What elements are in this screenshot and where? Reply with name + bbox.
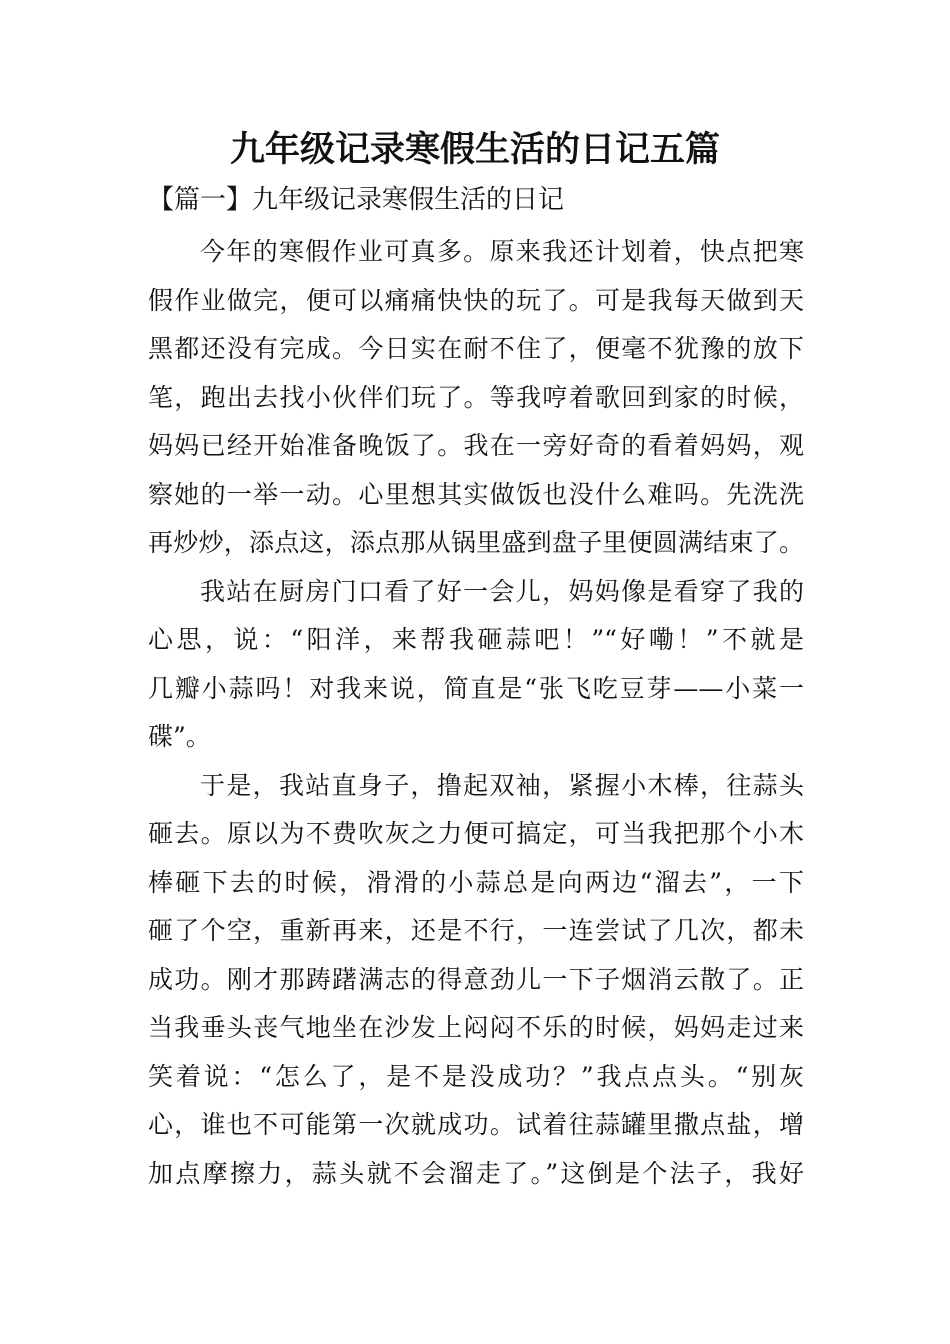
text-line: 碟”。 bbox=[148, 722, 211, 751]
text-line: 加点摩擦力，蒜头就不会溜走了。”这倒是个法子，我好 bbox=[148, 1158, 804, 1188]
text-line: 棒砸下去的时候，滑滑的小蒜总是向两边“溜去”，一下 bbox=[148, 867, 804, 897]
text-line: 砸了个空，重新再来，还是不行，一连尝试了几次，都未 bbox=[148, 916, 804, 945]
text-line: 当我垂头丧气地坐在沙发上闷闷不乐的时候，妈妈走过来 bbox=[148, 1013, 804, 1042]
text-line: 心，谁也不可能第一次就成功。试着往蒜罐里撒点盐，增 bbox=[148, 1110, 804, 1139]
paragraph bbox=[148, 762, 804, 1199]
text-line: 再炒炒，添点这，添点那从锅里盛到盘子里便圆满结束了。 bbox=[148, 528, 804, 557]
paragraph bbox=[148, 568, 804, 762]
paragraph bbox=[148, 228, 804, 568]
text-line: 察她的一举一动。心里想其实做饭也没什么难吗。先洗洗 bbox=[148, 479, 804, 509]
text-line: 成功。刚才那踌躇满志的得意劲儿一下子烟消云散了。正 bbox=[148, 964, 804, 994]
text-line: 砸去。原以为不费吹灰之力便可搞定，可当我把那个小木 bbox=[148, 819, 804, 848]
text-line: 心思，说：“阳洋，来帮我砸蒜吧！”“好嘞！”不就是 bbox=[148, 625, 804, 654]
text-line: 今年的寒假作业可真多。原来我还计划着，快点把寒 bbox=[200, 237, 804, 266]
text-line: 我站在厨房门口看了好一会儿，妈妈像是看穿了我的 bbox=[200, 576, 804, 606]
text-line: 假作业做完，便可以痛痛快快的玩了。可是我每天做到天 bbox=[148, 285, 804, 315]
text-line: 妈妈已经开始准备晚饭了。我在一旁好奇的看着妈妈，观 bbox=[148, 431, 804, 460]
text-line: 几瓣小蒜吗！对我来说，简直是“张飞吃豆芽——小菜一 bbox=[148, 673, 804, 703]
text-line: 于是，我站直身子，撸起双袖，紧握小木棒，往蒜头 bbox=[200, 770, 804, 800]
document-body bbox=[148, 228, 804, 1198]
text-line: 笔，跑出去找小伙伴们玩了。等我哼着歌回到家的时候， bbox=[148, 382, 804, 412]
section-heading: 【篇一】九年级记录寒假生活的日记 bbox=[148, 185, 565, 215]
text-line: 黑都还没有完成。今日实在耐不住了，便毫不犹豫的放下 bbox=[148, 334, 804, 363]
text-line: 笑着说：“怎么了，是不是没成功？”我点点头。“别灰 bbox=[148, 1061, 804, 1091]
document-title: 九年级记录寒假生活的日记五篇 bbox=[229, 130, 720, 170]
